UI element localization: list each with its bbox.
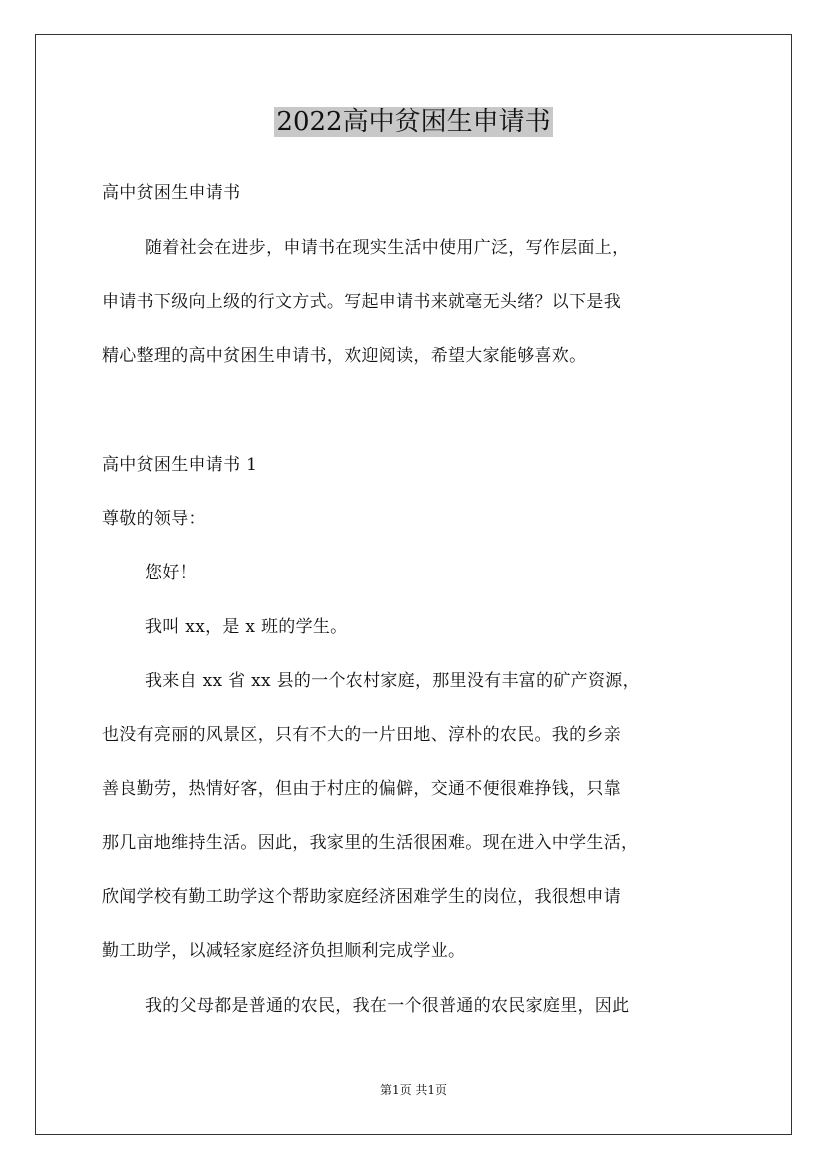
salutation: 尊敬的领导： [102,509,206,529]
page-number-footer: 第1页 共1页 [379,1083,448,1097]
paragraph-line: 也没有亮丽的风景区，只有不大的一片田地、淳朴的农民。我的乡亲 [102,725,621,745]
paragraph-line: 欣闻学校有勤工助学这个帮助家庭经济困难学生的岗位，我很想申请 [102,887,621,907]
paragraph-line: 善良勤劳，热情好客，但由于村庄的偏僻，交通不便很难挣钱，只靠 [102,779,621,799]
document-title [0,104,827,140]
greeting: 您好！ [145,563,197,583]
paragraph-line: 申请书下级向上级的行文方式。写起申请书来就毫无头绪？以下是我 [102,292,621,312]
paragraph-line: 我叫 xx，是 x 班的学生。 [145,617,348,637]
paragraph-line: 我的父母都是普通的农民，我在一个很普通的农民家庭里，因此 [145,996,630,1016]
section-heading: 高中贫困生申请书 [102,183,241,203]
paragraph-line: 随着社会在进步，申请书在现实生活中使用广泛，写作层面上， [145,238,630,258]
letter-heading: 高中贫困生申请书 1 [102,455,258,475]
document-title-text: 2022高中贫困生申请书 [276,107,551,137]
paragraph-line: 精心整理的高中贫困生申请书，欢迎阅读，希望大家能够喜欢。 [102,346,587,366]
paragraph-line: 我来自 xx 省 xx 县的一个农村家庭，那里没有丰富的矿产资源， [145,671,640,691]
paragraph-line: 勤工助学，以减轻家庭经济负担顺利完成学业。 [102,941,466,961]
paragraph-line: 那几亩地维持生活。因此，我家里的生活很困难。现在进入中学生活， [102,833,639,853]
